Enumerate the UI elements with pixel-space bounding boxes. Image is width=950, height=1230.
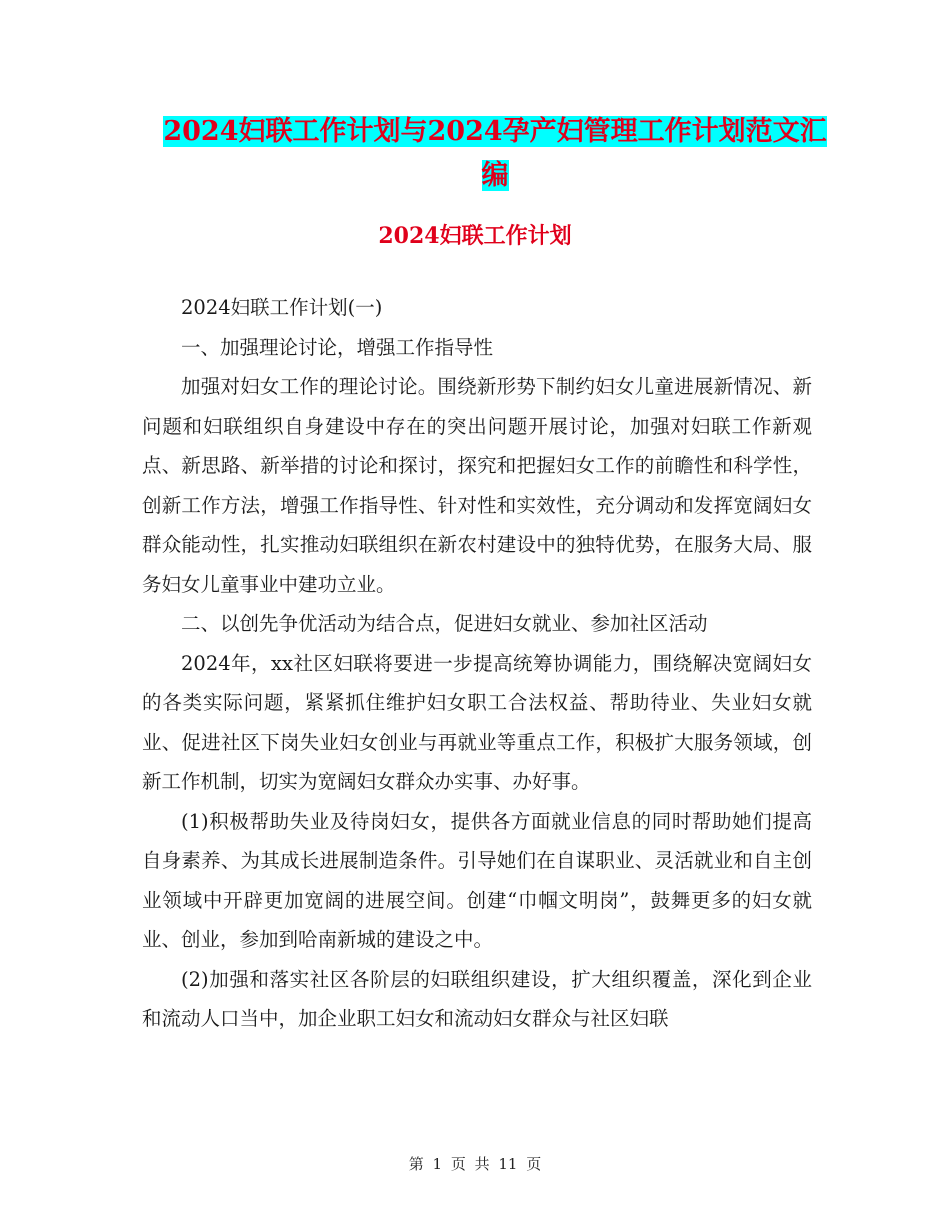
paragraph: (1)积极帮助失业及待岗妇女，提供各方面就业信息的同时帮助她们提高自身素养、为其成长进展制造条件。引导她们在自谋职业、灵活就业和自主创业领域中开辟更加宽阔的进展空间。创建“巾帼文明岗”，鼓舞更多的妇女就业、创业，参加到哈南新城的建设之中。 (142, 809, 812, 951)
paragraph: 加强对妇女工作的理论讨论。围绕新形势下制约妇女儿童进展新情况、新问题和妇联组织自身建设中存在的突出问题开展讨论，加强对妇联工作新观点、新思路、新举措的讨论和探讨，探究和把握妇女工作的前瞻性和科学性，创新工作方法，增强工作指导性、针对性和实效性，充分调动和发挥宽阔妇女群众能动性，扎实推动妇联组织在新农村建设中的独特优势，在服务大局、服务妇女儿童事业中建功立业。 (142, 375, 812, 596)
section-title: 2024妇联工作计划 (378, 223, 572, 249)
document-body (142, 288, 812, 1039)
document-title (140, 110, 850, 198)
heading-one: 一、加强理论讨论，增强工作指导性 (181, 335, 494, 359)
paragraph: 2024年，xx社区妇联将要进一步提高统筹协调能力，围绕解决宽阔妇女的各类实际问题，紧紧抓住维护妇女职工合法权益、帮助待业、失业妇女就业、促进社区下岗失业妇女创业与再就业等重点工作，积极扩大服务领域，创新工作机制，切实为宽阔妇女群众办实事、办好事。 (142, 651, 812, 793)
document-title-line-2: 编 (481, 160, 509, 191)
document-title-line-1: 2024妇联工作计划与2024孕产妇管理工作计划范文汇 (163, 116, 827, 147)
paragraph: (2)加强和落实社区各阶层的妇联组织建设，扩大组织覆盖，深化到企业和流动人口当中，加企业职工妇女和流动妇女群众与社区妇联 (142, 967, 812, 1030)
heading-two: 二、以创先争优活动为结合点，促进妇女就业、参加社区活动 (181, 612, 708, 635)
plan-subtitle: 2024妇联工作计划(一) (181, 296, 383, 319)
page-footer: 第 1 页 共 11 页 (408, 1155, 542, 1173)
